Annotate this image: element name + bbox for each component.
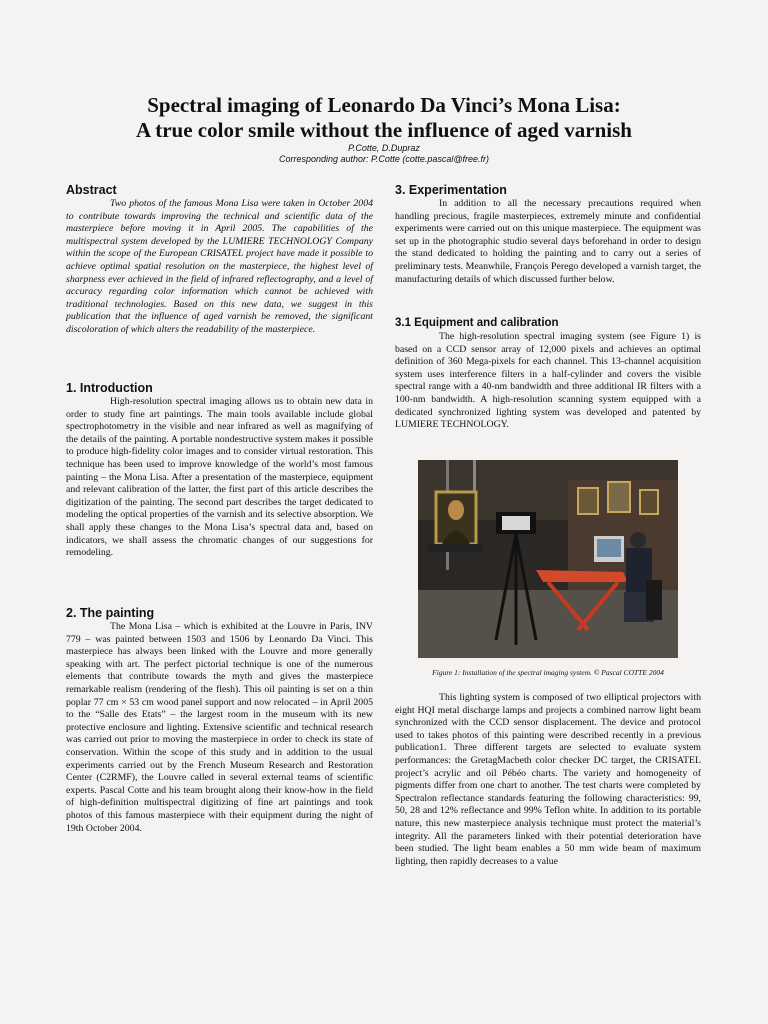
title-line-1: Spectral imaging of Leonardo Da Vinci’s Mona Lisa: — [147, 93, 621, 117]
painting-section — [66, 605, 373, 835]
lighting-text: This lighting system is composed of two elliptical projectors with eight HQI metal discharge lamps and projects a combined narrow light beam synchronized with the CCD sensor displacement. The device and protocol used to takes photos of this painting were described recently in a previous publication1. Three different targets are selected to evaluate system performances: the GretagMacbeth color checker DC target, the CRISATEL project’s acrylic and oil Pébéo charts. The variety and homogeneity of pigments differ from one chart to another. The test charts were completed by Spectralon reflectance standards featuring the following characteristics: 99, 50, 28 and 12% reflectance and 99% Teflon white. In addition to its portable nature, this new masterpiece analysis technique must protect the material’s integrity. All the parameters linked with their potential deterioration have been studied. The light beam enables a 50 mm wide beam of maximum lighting, then rapidly decreases to a value — [395, 692, 701, 867]
title-line-2: A true color smile without the influence of aged varnish — [135, 118, 632, 142]
figure-1-photo — [418, 460, 678, 658]
authors: P.Cotte, D.Dupraz — [348, 143, 420, 153]
corresponding-author: Corresponding author: P.Cotte (cotte.pascal@free.fr) — [278, 154, 490, 164]
painting-heading: 2. The painting — [66, 606, 155, 620]
experimentation-heading: 3. Experimentation — [395, 183, 507, 197]
abstract-section — [66, 182, 373, 337]
experimentation-section — [395, 182, 701, 286]
introduction-heading: 1. Introduction — [66, 381, 153, 395]
author-block — [40, 143, 728, 165]
abstract-heading: Abstract — [66, 183, 117, 197]
experimentation-text: In addition to all the necessary precautions required when handling precious, fragile masterpieces, extremely minute and confidential experiments were carried out on this unique masterpiece. The equipment was set up in the photographic studio several days beforehand in order to design the stand dedicated to holding the painting and to carry out a series of preliminary tests. Meanwhile, François Perego developed a varnish target, the manufacturing details of which discussed further below. — [395, 198, 701, 285]
figure-1-caption: Figure 1: Installation of the spectral imaging system. © Pascal COTTE 2004 — [432, 668, 664, 677]
equipment-section — [395, 316, 701, 432]
lighting-section — [395, 692, 701, 868]
equipment-heading: 3.1 Equipment and calibration — [395, 317, 559, 329]
equipment-text: The high-resolution spectral imaging system (see Figure 1) is based on a CCD sensor array of 12,000 pixels and achieves an optimal definition of 360 Mega-pixels for each channel. This 13-channel acquisition system uses interference filters in a half-cylinder and covers the visible spectral range with a 40-nm bandwidth and three additional IR filters with a 100-nm bandwidth. A high-resolution scanning system equipped with a dedicated synchronized lighting system was developed and patented by LUMIERE TECHNOLOGY. — [395, 331, 701, 431]
painting-text: The Mona Lisa – which is exhibited at the Louvre in Paris, INV 779 – was painted between 1503 and 1506 by Leonardo Da Vinci. This masterpiece has always been linked with the Louvre and more generally speaking with art. The perfect pictorial technique is one of the numerous elements that contribute towards the myth and gives the masterpiece remarkable realism (rendering of the flesh). This oil painting is set on a thin poplar 77 cm × 53 cm wood panel support and now relocated – in April 2005 to the “Salle des Etats” – the largest room in the museum with its new protective enclosure and lighting. Extensive scientific and technical research was carried out prior to moving the masterpiece in order to check its state of conservation. Within the scope of this study and in addition to the usual experiments carried out by the French Museum Research and Restoration Center (C2RMF), the Louvre called in several external teams of scientific experts. Pascal Cotte and his team brought along their know-how in the field of high-definition multispectral digitizing of fine art paintings and took photos of this famous masterpiece with their equipment during the night of 19th October 2004. — [66, 621, 373, 834]
abstract-text: Two photos of the famous Mona Lisa were taken in October 2004 to contribute towards improving the technical and scientific data of the masterpiece before moving it in April 2005. The capabilities of the multispectral system developed by the LUMIERE TECHNOLOGY Company within the scope of the European CRISATEL project have made it possible to achieve optimal spatial resolution on the masterpiece, the highest level of sharpness ever achieved in the field of infrared reflectography, and a level of accuracy regarding color information which cannot be achieved with traditional technologies. Based on this new data, we suggest in this publication that the influence of aged varnish be removed, the significant discoloration of which alters the readability of the masterpiece. — [66, 198, 373, 335]
paper-title — [40, 93, 728, 143]
introduction-section — [66, 380, 373, 560]
introduction-text: High-resolution spectral imaging allows us to obtain new data in order to study fine art paintings. The main tools available include global spectrophotometry in the visible and near infrared as well as magnifying of the details of the painting. A portable nondestructive system makes it possible to produce high-fidelity color images and to consider virtual restoration. This technique has been used to improve knowledge of the world’s most famous painting – the Mona Lisa. After a presentation of the masterpiece, equipment and relevant calibration of the latter, the first part of this article describes the digitization of the painting. The second part describes the target dedicated to modeling the optical properties of the varnish and its selective absorption. We shall apply these changes to the Mona Lisa’s spectral data and, based on indicators, we shall assess the chromatic changes of our suggestions for remodeling. — [66, 396, 373, 559]
